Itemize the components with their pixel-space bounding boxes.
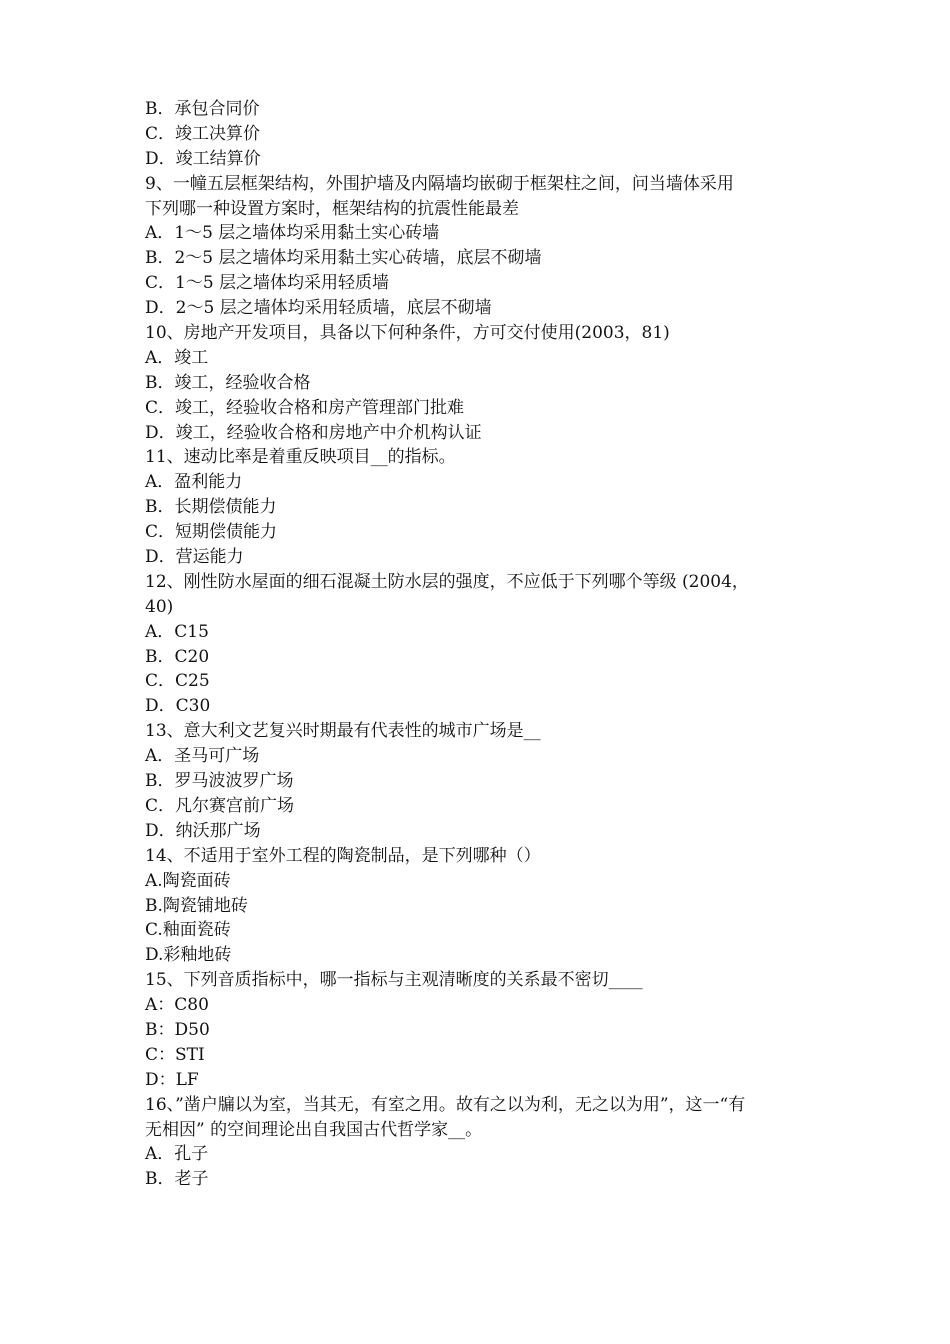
text-line: B．2～5 层之墙体均采用黏土实心砖墙，底层不砌墙 [145, 248, 542, 269]
text-line: C．竣工，经验收合格和房产管理部门批难 [145, 397, 465, 418]
question-16: 16、”凿户牖以为室，当其无，有室之用。故有之以为利，无之以为用”，这一“有 [145, 1094, 746, 1115]
text-line: B．罗马波波罗广场 [145, 771, 294, 792]
text-line: D．纳沃那广场 [145, 820, 261, 841]
text-line: B.陶瓷铺地砖 [145, 895, 248, 916]
question-14: 14、不适用于室外工程的陶瓷制品，是下列哪种（） [145, 845, 541, 866]
question-13: 13、意大利文艺复兴时期最有代表性的城市广场是__ [145, 721, 541, 742]
text-line: C．短期偿债能力 [145, 522, 278, 543]
question-15: 15、下列音质指标中，哪一指标与主观清晰度的关系最不密切____ [145, 970, 643, 991]
text-line: A.陶瓷面砖 [145, 870, 231, 891]
text-line: D：LF [145, 1069, 199, 1090]
text-line: 40) [145, 596, 174, 617]
text-line: A．C15 [145, 621, 209, 642]
text-line: B．C20 [145, 646, 210, 667]
text-line: A．圣马可广场 [145, 746, 260, 767]
question-11: 11、速动比率是着重反映项目__的指标。 [145, 447, 456, 468]
text-line: 下列哪一种设置方案时，框架结构的抗震性能最差 [145, 198, 519, 219]
text-line: D．C30 [145, 696, 211, 717]
question-10: 10、房地产开发项目，具备以下何种条件，方可交付使用(2003，81) [145, 323, 670, 344]
text-line: A．孔子 [145, 1144, 209, 1165]
question-12: 12、刚性防水屋面的细石混凝土防水层的强度，不应低于下列哪个等级 (2004， [145, 571, 749, 592]
text-line: A．1～5 层之墙体均采用黏土实心砖墙 [145, 223, 440, 244]
text-line: D.彩釉地砖 [145, 945, 232, 966]
text-line: 无相因” 的空间理论出自我国古代哲学家__。 [145, 1119, 483, 1140]
text-line: B．竣工，经验收合格 [145, 372, 311, 393]
text-line: D．营运能力 [145, 547, 244, 568]
text-line: B．承包合同价 [145, 99, 260, 119]
text-line: C．C25 [145, 671, 210, 692]
text-line: A：C80 [145, 995, 209, 1016]
text-line: C.釉面瓷砖 [145, 920, 231, 941]
text-line: C．竣工决算价 [145, 123, 261, 144]
document-body [145, 97, 810, 1192]
text-line: B：D50 [145, 1019, 210, 1040]
text-line: C．1～5 层之墙体均采用轻质墙 [145, 273, 390, 294]
text-line: B．老子 [145, 1169, 209, 1190]
text-line: C：STI [145, 1044, 205, 1065]
text-line: A．竣工 [145, 347, 209, 368]
text-line: A．盈利能力 [145, 472, 243, 493]
text-line: B．长期偿债能力 [145, 497, 277, 518]
text-line: D．竣工，经验收合格和房地产中介机构认证 [145, 422, 482, 443]
text-line: D．2～5 层之墙体均采用轻质墙，底层不砌墙 [145, 298, 492, 319]
text-line: C．凡尔赛宫前广场 [145, 795, 295, 816]
question-9: 9、一幢五层框架结构，外围护墙及内隔墙均嵌砌于框架柱之间，问当墙体采用 [145, 173, 734, 194]
text-line: D．竣工结算价 [145, 148, 261, 169]
